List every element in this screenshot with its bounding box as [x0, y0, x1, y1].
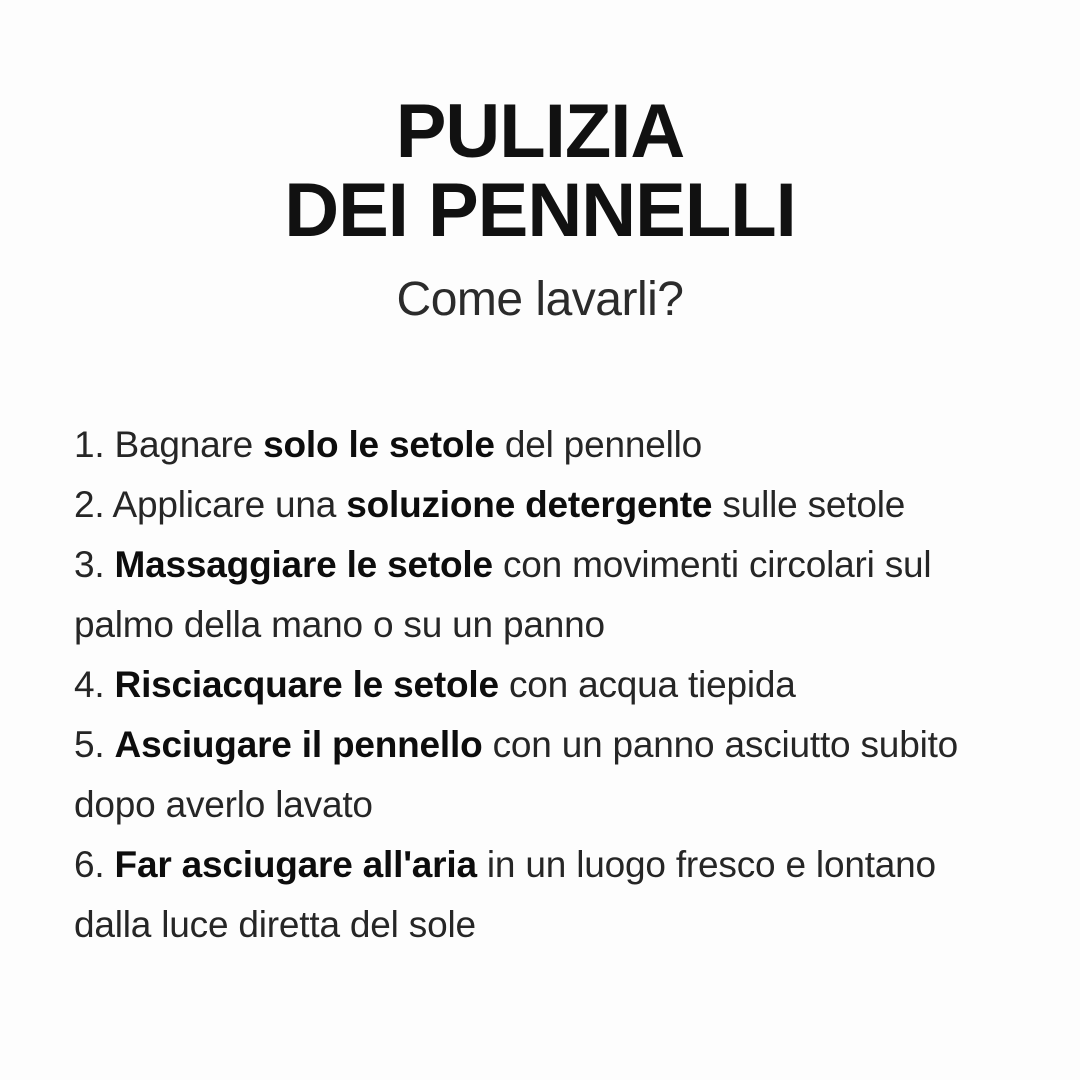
list-item-number: 6.	[74, 843, 115, 885]
list-item	[74, 535, 1020, 655]
list-item-number: 4.	[74, 663, 115, 705]
list-item-text: con movimenti circolari sul palmo della mano o su un panno	[74, 543, 932, 645]
list-item-number: 5.	[74, 723, 115, 765]
title-line-2: DEI PENNELLI	[284, 168, 796, 254]
list-item	[74, 715, 1020, 835]
list-item-text: con acqua tiepida	[498, 663, 796, 705]
list-item-emphasis: solo le setole	[263, 424, 495, 466]
list-item	[74, 475, 1020, 535]
list-item-text: sulle setole	[712, 484, 906, 525]
list-item-text: Applicare una	[112, 484, 347, 525]
list-item-text: del pennello	[494, 424, 702, 466]
title-line-1: PULIZIA	[395, 89, 685, 174]
list-item-text: Bagnare	[114, 424, 264, 466]
list-item	[74, 835, 1020, 955]
list-item-emphasis: soluzione detergente	[346, 484, 713, 525]
page-title	[0, 0, 1080, 254]
list-item-emphasis: Risciacquare le setole	[114, 663, 499, 705]
subtitle: Come lavarli?	[396, 273, 684, 327]
list-item-number: 3.	[74, 543, 115, 585]
list-item-emphasis: Asciugare il pennello	[114, 723, 483, 765]
steps-list	[0, 415, 1080, 954]
list-item-emphasis: Far asciugare all'aria	[114, 843, 477, 885]
list-item-emphasis: Massaggiare le setole	[114, 543, 493, 585]
list-item	[74, 655, 1020, 715]
list-item-number: 1.	[74, 424, 115, 466]
list-item-text: in un luogo fresco e lontano dalla luce diretta del sole	[74, 843, 936, 945]
list-item-text: con un panno asciutto subito dopo averlo lavato	[74, 723, 959, 825]
list-item-number: 2.	[74, 484, 113, 525]
list-item	[74, 415, 1020, 475]
